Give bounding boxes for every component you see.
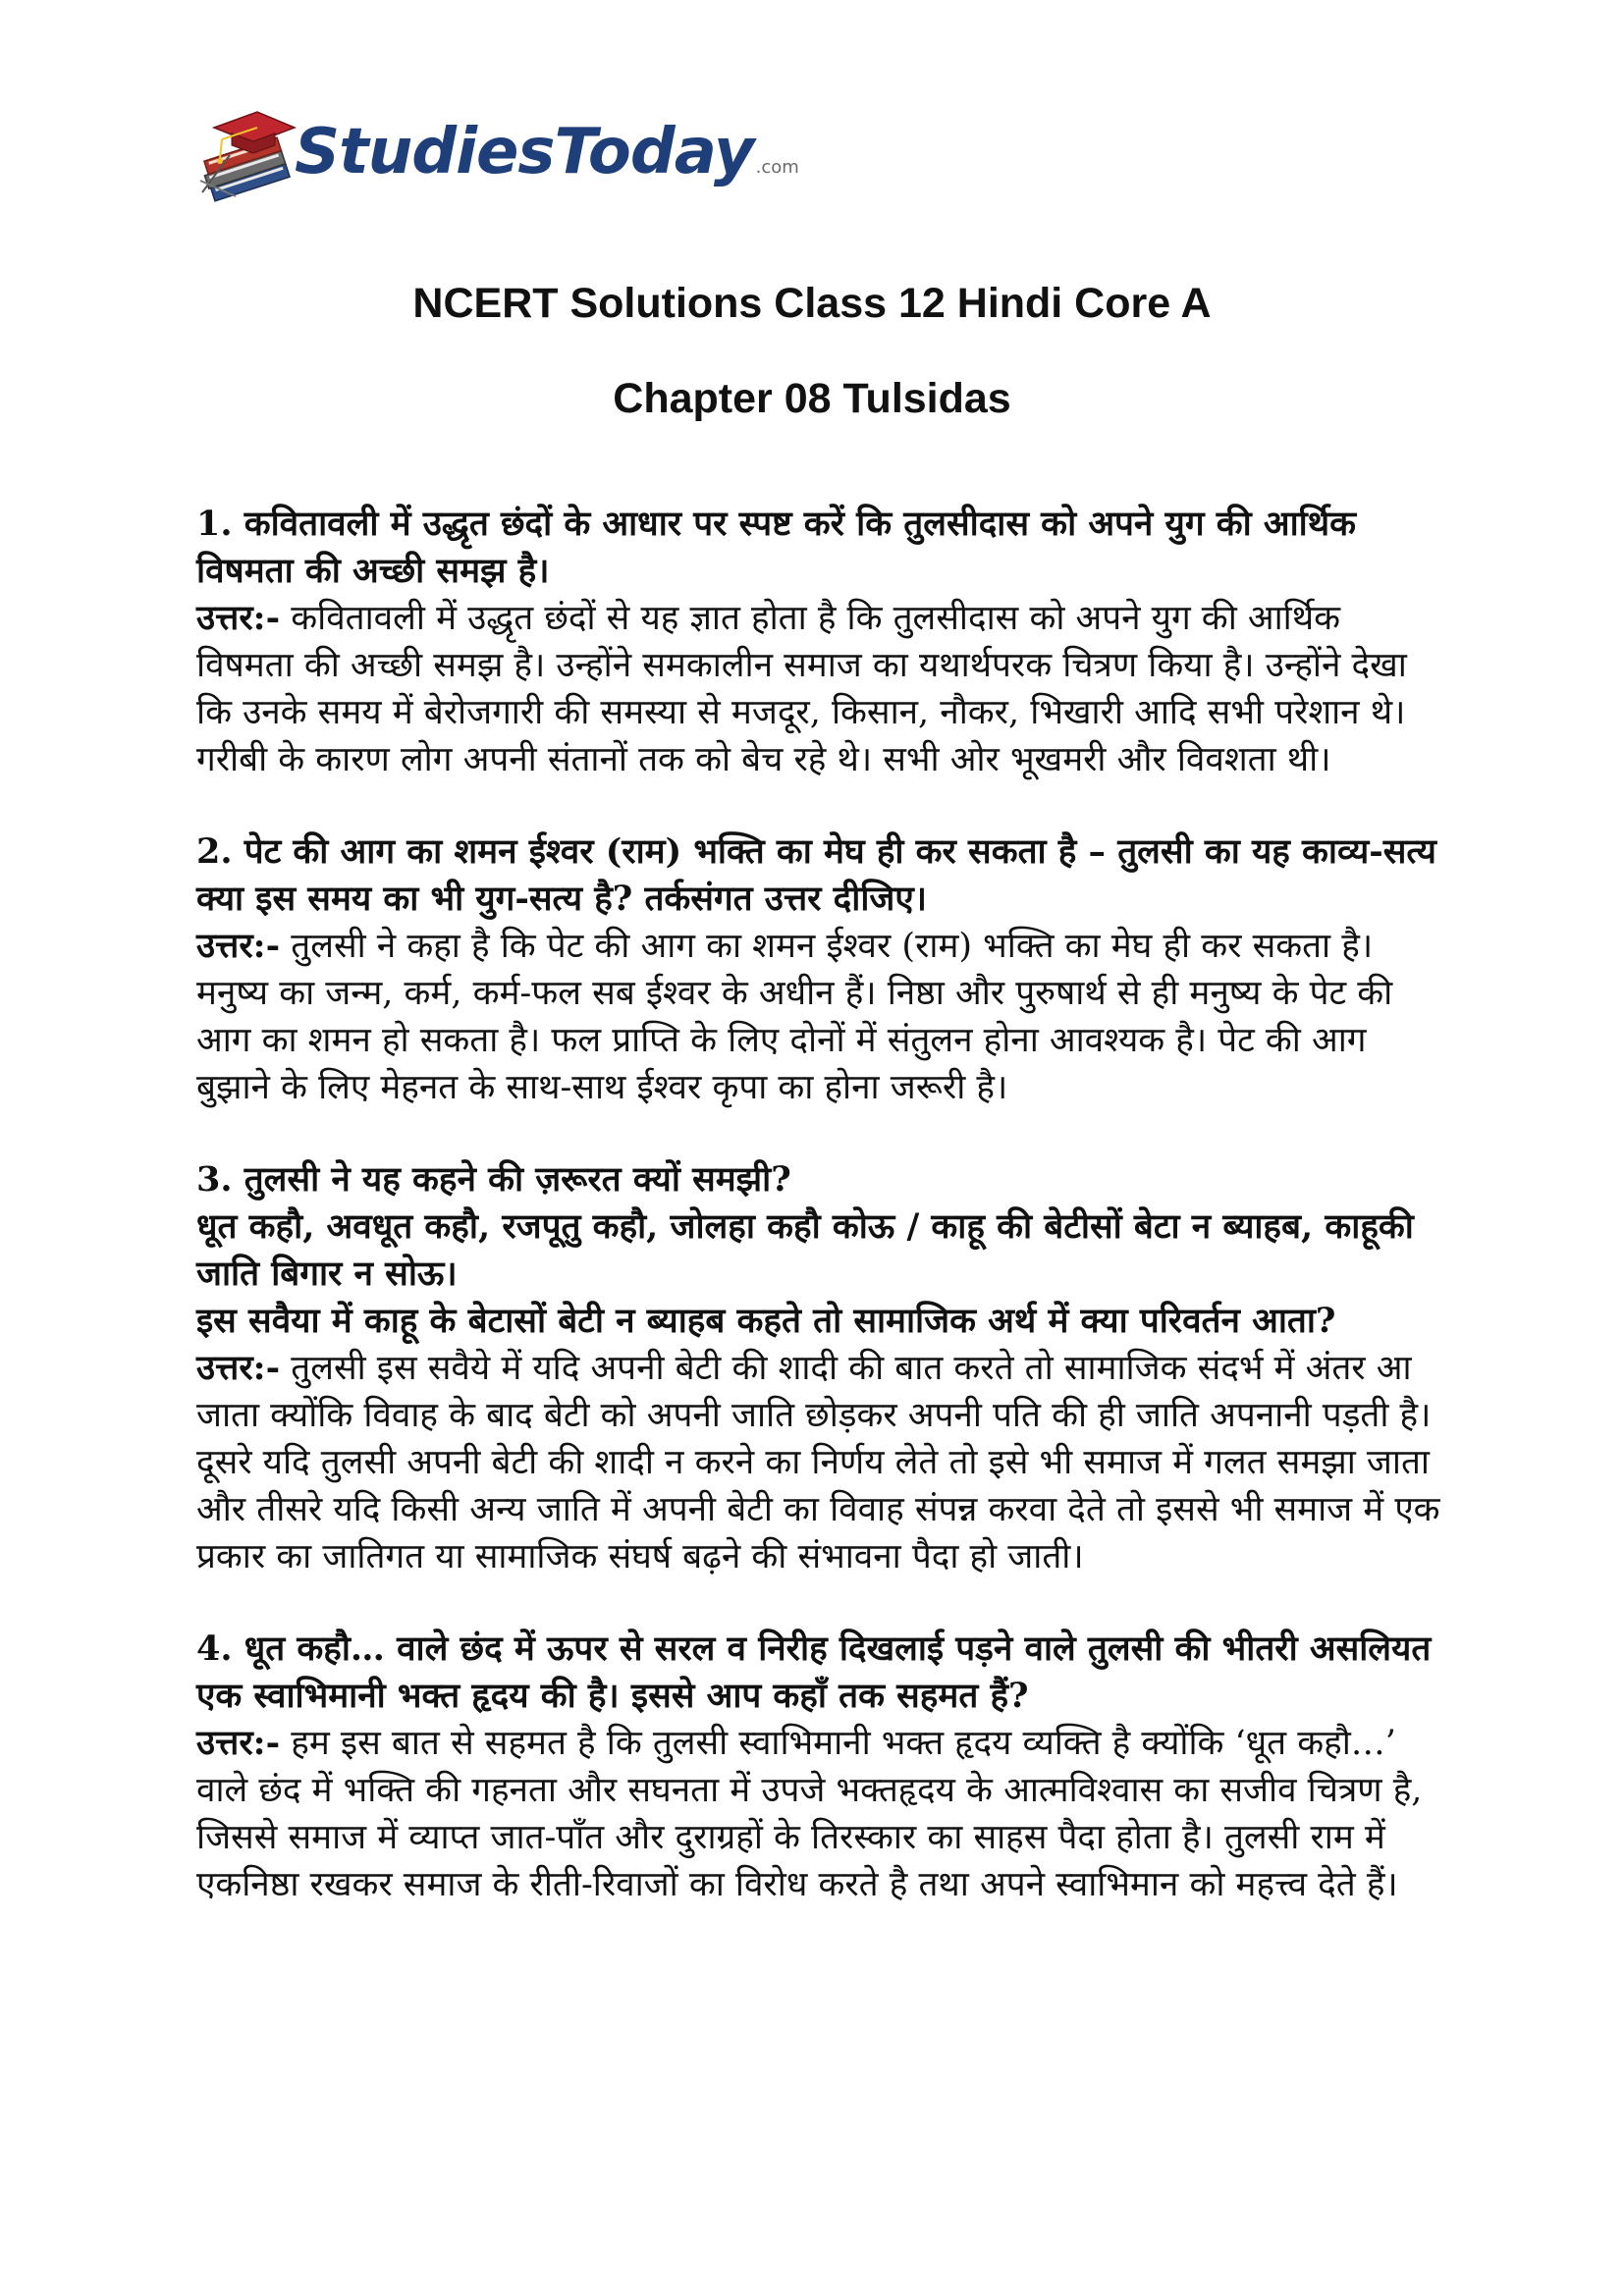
answer-3-text: तुलसी इस सवैये में यदि अपनी बेटी की शादी की बात करते तो सामाजिक संदर्भ में अंतर आ जाता क्योंकि विवाह के बाद बेटी को अपनी जाति छोड़कर अपनी पति की ही जाति अपनानी पड़ती है। दूसरे यदि तुलसी अपनी बेटी की शादी न करने का निर्णय लेते तो इसे भी समाज में गलत समझा जाता और तीसरे यदि किसी अन्य जाति में अपनी बेटी का विवाह संपन्न करवा देते तो इससे भी समाज में एक प्रकार का जातिगत या सामाजिक संघर्ष बढ़ने की संभावना पैदा हो जाती।: [196, 1349, 1440, 1576]
question-3-prompt: इस सवैया में काहू के बेटासों बेटी न ब्याहब कहते तो सामाजिक अर्थ में क्या परिवर्तन आता?: [196, 1301, 1336, 1341]
answer-1-text: कवितावली में उद्धृत छंदों से यह ज्ञात होता है कि तुलसीदास को अपने युग की आर्थिक विषमता की अच्छी समझ है। उन्होंने समकालीन समाज का यथार्थपरक चित्रण किया है। उन्होंने देखा कि उनके समय में बेरोजगारी की समस्या से मजदूर, किसान, नौकर, भिखारी आदि सभी परेशान थे। गरीबी के कारण लोग अपनी संतानों तक को बेच रहे थे। सभी ओर भूखमरी और विवशता थी।: [196, 599, 1407, 779]
document-title: NCERT Solutions Class 12 Hindi Core A: [412, 280, 1212, 327]
answer-2-text: तुलसी ने कहा है कि पेट की आग का शमन ईश्वर (राम) भक्ति का मेघ ही कर सकता है। मनुष्य का जन्म, कर्म, कर्म-फल सब ईश्वर के अधीन हैं। निष्ठा और पुरुषार्थ से ही मनुष्य के पेट की आग का शमन हो सकता है। फल प्राप्ति के लिए दोनों में संतुलन होना आवश्यक है। पेट की आग बुझाने के लिए मेहनत के साथ-साथ ईश्वर कृपा का होना जरूरी है।: [196, 927, 1393, 1107]
logo-brand: StudiesToday: [295, 116, 754, 188]
answer-1: [196, 595, 1443, 783]
answer-label: उत्तर:-: [196, 598, 281, 638]
qa-item-4: [196, 1626, 1443, 1908]
chapter-title: Chapter 08 Tulsidas: [613, 375, 1011, 422]
studiestoday-logo[interactable]: [196, 98, 799, 206]
answer-2: [196, 923, 1443, 1111]
answer-label: उत्तर:-: [196, 1348, 281, 1388]
logo-wordmark: [295, 116, 799, 188]
question-3-verse: धूत कहौ, अवधूत कहौ, रजपूतु कहौ, जोलहा कहौ कोऊ / काहू की बेटीसों बेटा न ब्याहब, काहूकी जाति बिगार न सोऊ।: [196, 1206, 1414, 1294]
question-2: 2. पेट की आग का शमन ईश्वर (राम) भक्ति का मेघ ही कर सकता है – तुलसी का यह काव्य-सत्य क्या इस समय का भी युग-सत्य है? तर्कसंगत उत्तर दीजिए।: [196, 831, 1436, 919]
qa-content: [196, 501, 1443, 1953]
answer-4: [196, 1720, 1443, 1908]
qa-item-1: [196, 501, 1443, 783]
logo-suffix: .com: [755, 157, 799, 178]
answer-4-text: हम इस बात से सहमत है कि तुलसी स्वाभिमानी भक्त हृदय व्यक्ति है क्योंकि ‘धूत कहौ…’ वाले छंद में भक्ति की गहनता और सघनता में उपजे भक्तहृदय के आत्मविश्वास का सजीव चित्रण है, जिससे समाज में व्याप्त जात-पाँत और दुराग्रहों के तिरस्कार का साहस पैदा होता है। तुलसी राम में एकनिष्ठा रखकर समाज के रीती-रिवाजों का विरोध करते है तथा अपने स्वाभिमान को महत्त्व देते हैं।: [196, 1724, 1423, 1904]
question-4: 4. धूत कहौ… वाले छंद में ऊपर से सरल व निरीह दिखलाई पड़ने वाले तुलसी की भीतरी असलियत एक स्वाभिमानी भक्त हृदय की है। इससे आप कहाँ तक सहमत हैं?: [196, 1629, 1432, 1716]
answer-label: उत्तर:-: [196, 926, 281, 966]
qa-item-3: [196, 1156, 1443, 1580]
qa-item-2: [196, 828, 1443, 1111]
answer-label: उत्तर:-: [196, 1723, 281, 1763]
answer-3: [196, 1345, 1443, 1580]
books-graduation-cap-icon: [196, 98, 304, 206]
question-1: 1. कवितावली में उद्धृत छंदों के आधार पर स्पष्ट करें कि तुलसीदास को अपने युग की आर्थिक विषमता की अच्छी समझ है।: [196, 504, 1356, 591]
question-3: 3. तुलसी ने यह कहने की ज़रूरत क्यों समझी?: [196, 1159, 791, 1200]
